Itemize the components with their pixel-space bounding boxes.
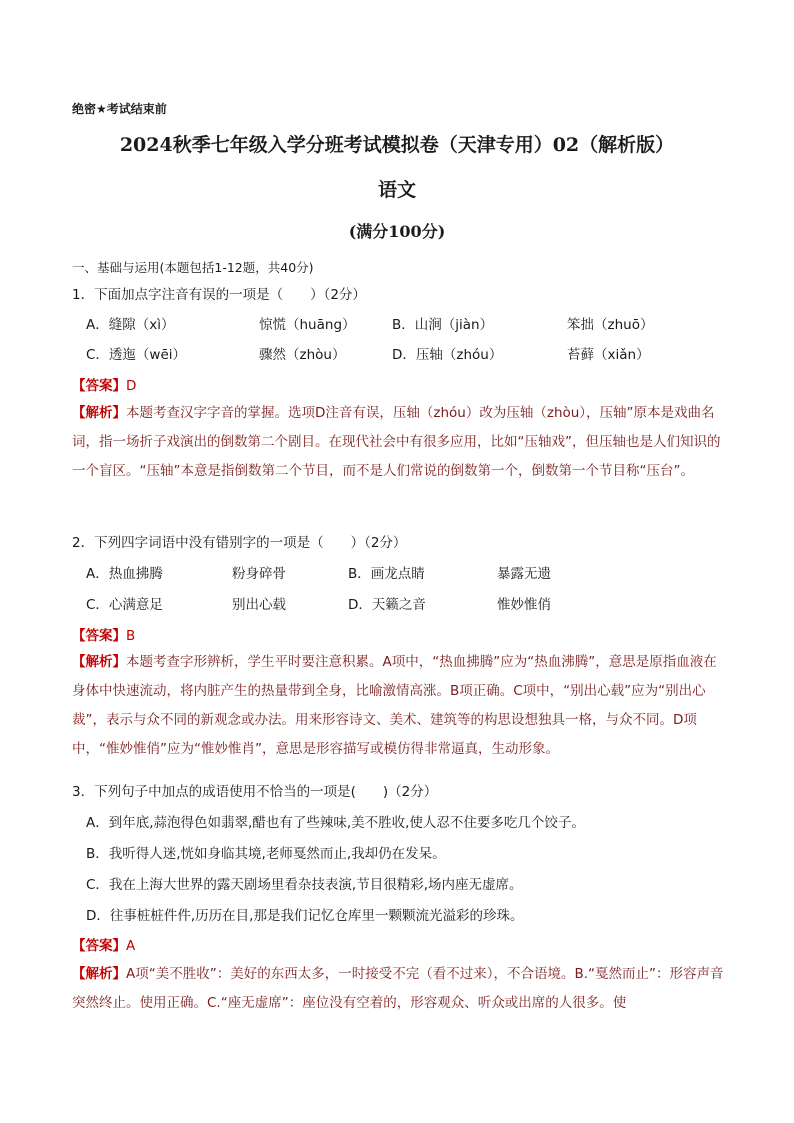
explain-tag: 【解析】 [72, 654, 126, 670]
q2-option-d1: D．天籁之音 [348, 597, 426, 613]
q1-option-c1: C．透迤（wēi） [86, 347, 187, 363]
q2-option-a1: A．热血拂腾 [86, 566, 163, 582]
q1-option-c2: 骤然（zhòu） [259, 347, 346, 363]
q2-explanation [72, 648, 724, 764]
explanation-text: 本题考查字形辨析，学生平时要注意积累。A项中，“热血拂腾”应为“热血沸腾”，意思是原指血液在身体中快速流动，将内脏产生的热量带到全身，比喻激情高涨。B项正确。C项中，“别出心载”应为“别出心裁”，表示与众不同的新观念或办法。用来形容诗文、美术、建筑等的构思设想独具一格，与众不同。D项中，“惟妙惟俏”应为“惟妙惟肖”，意思是形容描写或模仿得非常逼真，生动形象。 [72, 654, 717, 757]
q1-explanation [72, 399, 724, 486]
q2-option-c1: C．心满意足 [86, 597, 163, 613]
q1-option-d2: 苔藓（xiǎn） [567, 347, 650, 363]
q1-option-b2: 笨拙（zhuō） [567, 317, 654, 333]
explanation-text: 本题考查汉字字音的掌握。选项D注音有误，压轴（zhóu）改为压轴（zhòu），压轴”原本是戏曲名词，指一场折子戏演出的倒数第二个剧目。在现代社会中有很多应用，比如“压轴戏”，但压轴也是人们知识的一个盲区。“压轴”本意是指倒数第二个节目，而不是人们常说的倒数第一个，倒数第一个节目称“压台”。 [72, 405, 721, 479]
question-1-stem: 1．下面加点字注音有误的一项是（ ）（2分） [72, 287, 366, 303]
q2-answer [72, 624, 135, 644]
answer-tag: 【答案】 [72, 628, 126, 644]
q3-option-b: B．我听得人迷,恍如身临其境,老师戛然而止,我却仍在发呆。 [86, 846, 446, 862]
q2-option-a2: 粉身碎骨 [232, 566, 286, 582]
q3-answer [72, 934, 135, 954]
subject-title: 语文 [377, 179, 416, 201]
explain-tag: 【解析】 [72, 405, 126, 421]
q2-option-d2: 惟妙惟俏 [497, 597, 551, 613]
answer-value: B [126, 628, 136, 644]
explain-tag: 【解析】 [72, 966, 126, 982]
q1-option-a2: 惊慌（huāng） [259, 317, 356, 333]
section-heading: 一、基础与运用(本题包括1-12题，共40分) [72, 260, 314, 275]
q3-option-a: A．到年底,蒜泡得色如翡翠,醋也有了些辣味,美不胜收,使人忍不住要多吃几个饺子。 [86, 815, 585, 831]
q1-option-d1: D．压轴（zhóu） [392, 347, 503, 363]
confidential-label: 绝密★考试结束前 [72, 102, 167, 116]
answer-tag: 【答案】 [72, 938, 126, 954]
question-3-stem: 3．下列句子中加点的成语使用不恰当的一项是( )（2分） [72, 784, 438, 800]
q3-option-c: C．我在上海大世界的露天剧场里看杂技表演,节目很精彩,场内座无虚席。 [86, 877, 523, 893]
q3-option-d: D．往事桩桩件件,历历在目,那是我们记忆仓库里一颗颗流光溢彩的珍珠。 [86, 908, 524, 924]
q2-option-c2: 别出心载 [232, 597, 286, 613]
q2-option-b2: 暴露无遗 [497, 566, 551, 582]
explanation-text: A项“美不胜收”：美好的东西太多，一时接受不完（看不过来），不合语境。B.“戛然而止”：形容声音突然终止。使用正确。C.“座无虚席”：座位没有空着的，形容观众、听众或出席的人很多。使 [72, 966, 724, 1011]
q1-option-b1: B．山涧（jiàn） [392, 317, 494, 333]
answer-value: D [126, 378, 137, 394]
q3-explanation [72, 960, 724, 1018]
answer-value: A [126, 938, 136, 954]
exam-title: 2024秋季七年级入学分班考试模拟卷（天津专用）02（解析版） [119, 134, 675, 156]
q1-option-a1: A．缝隙（xì） [86, 317, 175, 333]
q1-answer [72, 374, 136, 394]
q2-option-b1: B．画龙点睛 [348, 566, 425, 582]
answer-tag: 【答案】 [72, 378, 126, 394]
full-score: (满分100分) [348, 222, 446, 241]
question-2-stem: 2．下列四字词语中没有错别字的一项是（ ）（2分） [72, 535, 407, 551]
